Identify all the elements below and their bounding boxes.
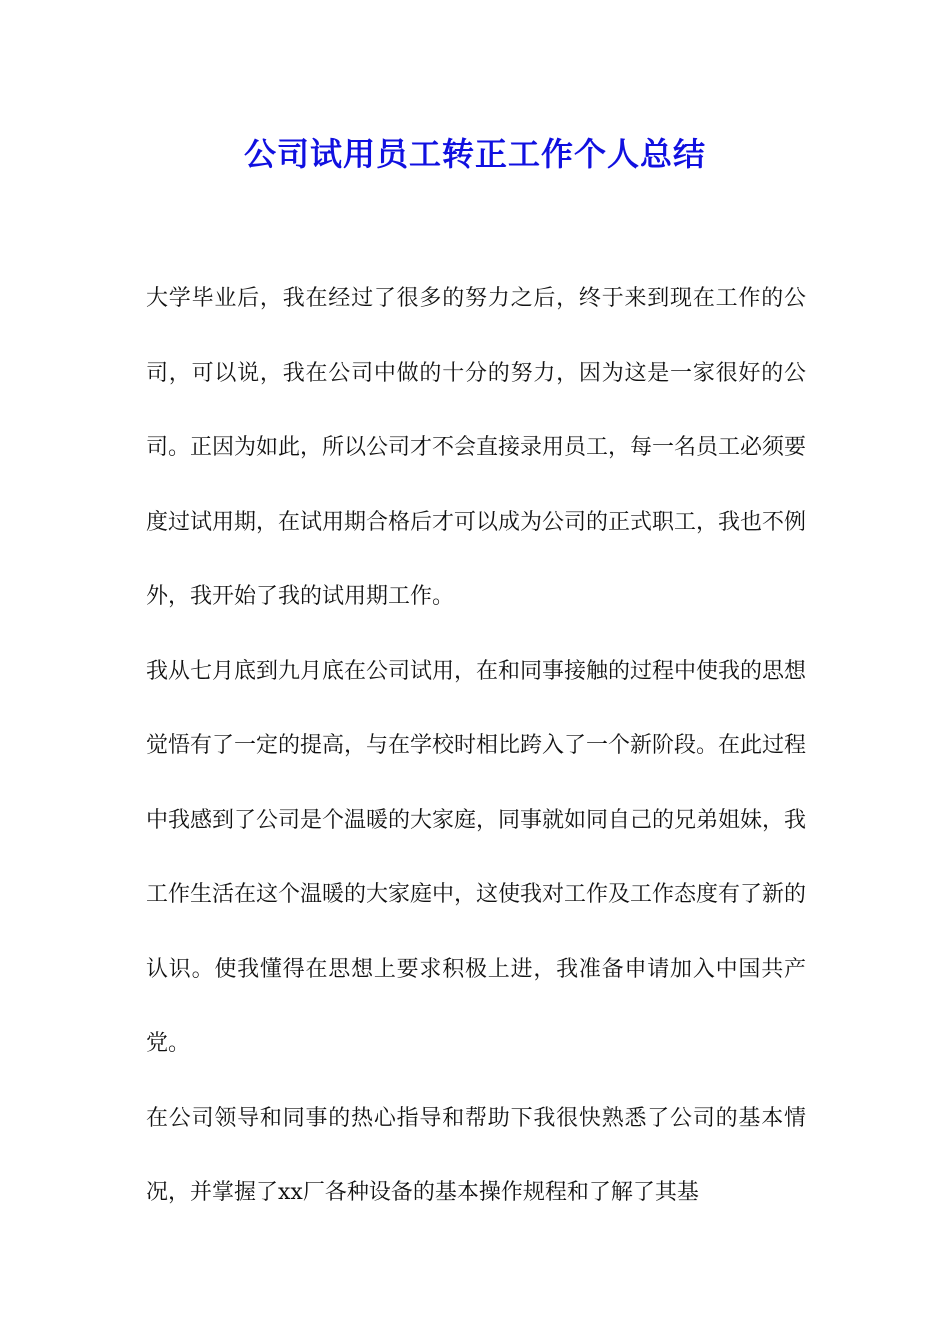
- paragraph-2: 我从七月底到九月底在公司试用，在和同事接触的过程中使我的思想觉悟有了一定的提高，与在学校时相比跨入了一个新阶段。在此过程中我感到了公司是个温暖的大家庭，同事就如同自己的兄弟姐妹，我工作生活在这个温暖的大家庭中，这使我对工作及工作态度有了新的认识。使我懂得在思想上要求积极上进，我准备申请加入中国共产党。: [146, 658, 807, 1056]
- paragraph-1: 大学毕业后，我在经过了很多的努力之后，终于来到现在工作的公司，可以说，我在公司中做的十分的努力，因为这是一家很好的公司。正因为如此，所以公司才不会直接录用员工，每一名员工必须要度过试用期，在试用期合格后才可以成为公司的正式职工，我也不例外，我开始了我的试用期工作。: [146, 286, 807, 609]
- document-title: 公司试用员工转正工作个人总结: [243, 135, 706, 173]
- paragraph-3: 在公司领导和同事的热心指导和帮助下我很快熟悉了公司的基本情况，并掌握了xx厂各种设备的基本操作规程和了解了其基: [146, 1105, 806, 1205]
- document-body: [146, 262, 806, 1231]
